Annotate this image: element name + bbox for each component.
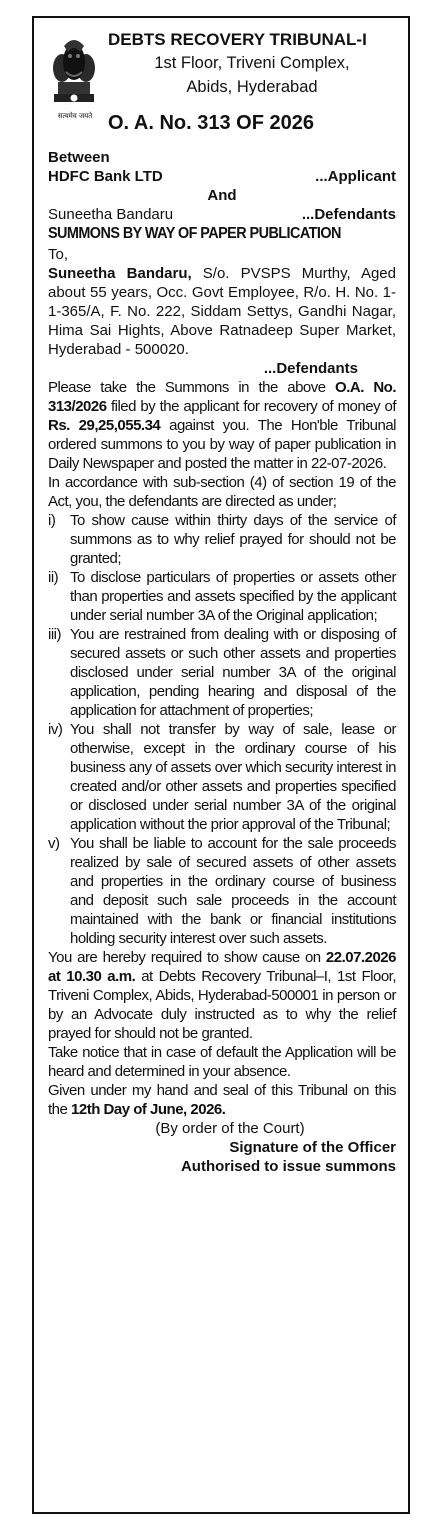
given-date: 12th Day of June, 2026. (71, 1101, 226, 1118)
item-text: To disclose particulars of properties or assets other than properties and assets specified by the applicant under serial number 3A of the Original application; (70, 569, 396, 624)
list-item (48, 511, 396, 568)
and-label: And (207, 187, 237, 204)
paragraph-default: Take notice that in case of default the Application will be heard and determined in your absence. (48, 1044, 396, 1080)
tribunal-name: DEBTS RECOVERY TRIBUNAL-I (108, 30, 367, 49)
paragraph-summons (48, 378, 396, 473)
emblem-caption: सत्यमेव जयते (57, 112, 93, 120)
list-item (48, 625, 396, 720)
notice-body (48, 245, 396, 511)
signature-line-2: Authorised to issue summons (180, 1158, 396, 1175)
hearing-date: 22.07.2026 at 10.30 a.m. (48, 949, 396, 985)
paragraph-show-cause (48, 948, 396, 1043)
summons-notice (32, 16, 410, 1514)
defendant-name: Suneetha Bandaru (48, 206, 174, 223)
applicant-role: ...Applicant (315, 168, 396, 185)
address-line-1: 1st Floor, Triveni Complex, (154, 54, 350, 72)
para1-text-e: against you. The Hon'ble Tribunal ordered summons to you by way of paper publication in Daily Newspaper and posted the matter in 22-07-2026. (48, 417, 396, 472)
item-mark: iii) (48, 626, 61, 643)
notice-closing (48, 948, 396, 1119)
to-label: To, (48, 246, 69, 263)
addressee-details: S/o. PVSPS Murthy, Aged about 55 years, Occ. Govt Employee, R/o. H. No. 1-1-365/A, F. No. 222, Siddam Settys, Gandhi Nagar, Hima Sai Hights, Above Ratnadeep Super Market, Hyderabad - 500020. (48, 265, 396, 358)
para5-text-a: Given under my hand and seal of this Tribunal on this the (48, 1082, 396, 1118)
para3-text-c: at Debts Recovery Tribunal–I, 1st Floor, Triveni Complex, Abids, Hyderabad-500001 in person or by an Advocate duly instructed as to why the relief prayed for should not be granted. (48, 968, 396, 1042)
notice-title: SUMMONS BY WAY OF PAPER PUBLICATION (48, 225, 341, 242)
para3-text-a: You are hereby required to show cause on (48, 949, 326, 966)
para1-text-a: Please take the Summons in the above (48, 379, 336, 396)
oa-reference: O.A. No. 313/2026 (48, 379, 396, 415)
item-mark: ii) (48, 569, 59, 586)
item-mark: iv) (48, 721, 63, 738)
item-text: You shall be liable to account for the sale proceeds realized by sale of secured assets of other assets and properties in the ordinary course of business and deposit such sale proceeds in the account maintained with the bank or financial institutions holding security interest over such assets. (70, 835, 396, 947)
item-text: To show cause within thirty days of the service of summons as to why relief prayed for should not be granted; (70, 512, 396, 567)
para1-text-c: filed by the applicant for recovery of money of (106, 398, 396, 415)
list-item (48, 834, 396, 948)
applicant-row (48, 167, 396, 186)
defendant-row (48, 205, 396, 224)
state-emblem-icon (50, 32, 98, 110)
item-text: You shall not transfer by way of sale, lease or otherwise, except in the ordinary course of his business any of assets over which security interest in created and/or other assets and properties specified or disclosed under serial number 3A of the original application without the prior approval of the Tribunal; (70, 721, 396, 833)
applicant-name: HDFC Bank LTD (48, 168, 163, 185)
paragraph-given (48, 1081, 396, 1119)
list-item (48, 568, 396, 625)
addressee-block (48, 264, 396, 378)
signature-line-1: Signature of the Officer (229, 1139, 396, 1156)
notice-header (48, 26, 396, 148)
addressee-name: Suneetha Bandaru, (48, 265, 192, 282)
address-line-2: Abids, Hyderabad (186, 78, 318, 96)
case-number: O. A. No. 313 OF 2026 (108, 112, 315, 134)
paragraph-section19: In accordance with sub-section (4) of section 19 of the Act, you, the defendants are directed as under; (48, 474, 396, 510)
addressee-role: ...Defendants (263, 360, 358, 377)
directions-list (48, 511, 396, 948)
claim-amount: Rs. 29,25,055.34 (48, 417, 161, 434)
court-order-line: (By order of the Court) (155, 1120, 305, 1137)
defendant-role: ...Defendants (301, 206, 396, 223)
item-text: You are restrained from dealing with or disposing of secured assets or such other assets and properties disclosed under serial number 3A of the original application, pending hearing and disposal of the application for attachment of properties; (70, 626, 396, 719)
item-mark: i) (48, 512, 56, 529)
list-item (48, 720, 396, 834)
between-label: Between (48, 149, 110, 166)
item-mark: v) (48, 835, 60, 852)
